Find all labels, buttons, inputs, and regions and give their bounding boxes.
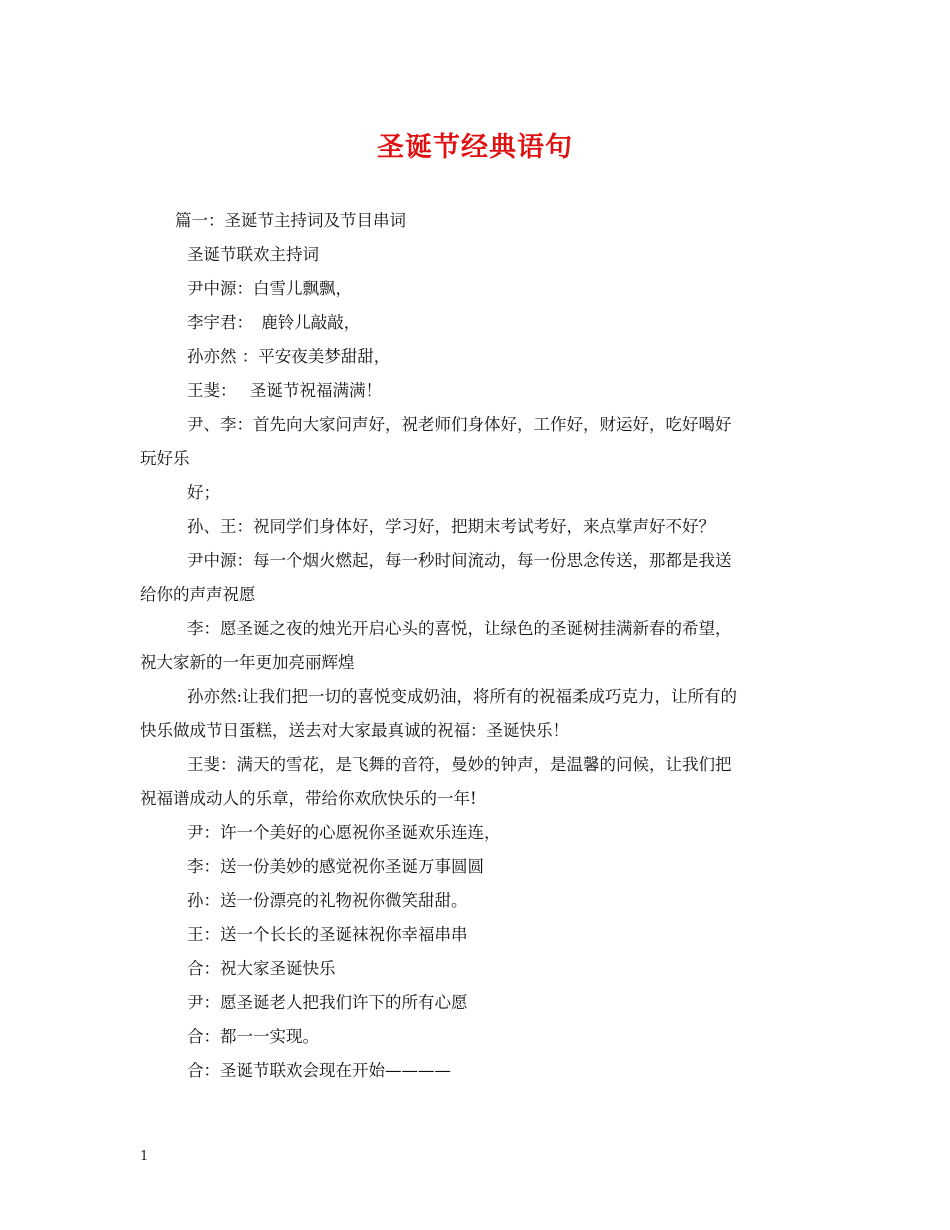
paragraph-line: 李宇君： 鹿铃儿敲敲， [187, 313, 361, 332]
paragraph-line: 好； [187, 483, 220, 502]
paragraph-line: 祝福谱成动人的乐章，带给你欢欣快乐的一年! [140, 789, 477, 808]
paragraph-line: 合：都一一实现。 [187, 1027, 319, 1046]
paragraph-line: 尹：愿圣诞老人把我们许下的所有心愿 [187, 993, 468, 1012]
paragraph-line: 孙：送一份漂亮的礼物祝你微笑甜甜。 [187, 891, 468, 910]
paragraph-line: 王斐： 圣诞节祝福满满！ [187, 381, 382, 400]
paragraph-line: 快乐做成节日蛋糕，送去对大家最真诚的祝福：圣诞快乐！ [140, 721, 569, 740]
paragraph-line: 孙亦然:让我们把一切的喜悦变成奶油，将所有的祝福柔成巧克力，让所有的 [187, 687, 738, 706]
paragraph-line: 孙、王：祝同学们身体好，学习好，把期末考试考好，来点掌声好不好？ [187, 517, 715, 536]
paragraph-line: 孙亦然 ：平安夜美梦甜甜， [187, 347, 391, 366]
paragraph-line: 李：愿圣诞之夜的烛光开启心头的喜悦，让绿色的圣诞树挂满新春的希望， [187, 619, 732, 638]
paragraph-line: 篇一：圣诞节主持词及节目串词 [175, 211, 406, 230]
paragraph-line: 圣诞节联欢主持词 [187, 245, 319, 264]
paragraph-line: 合：祝大家圣诞快乐 [187, 959, 336, 978]
paragraph-line: 尹中源：白雪儿飘飘， [187, 279, 352, 298]
paragraph-line: 尹：许一个美好的心愿祝你圣诞欢乐连连， [187, 823, 501, 842]
paragraph-line: 尹、李：首先向大家问声好，祝老师们身体好，工作好，财运好，吃好喝好 [187, 415, 732, 434]
document-title: 圣诞节经典语句 [377, 132, 573, 163]
document-body [140, 206, 812, 1090]
paragraph-line: 给你的声声祝愿 [140, 585, 256, 604]
paragraph-line: 尹中源：每一个烟火燃起，每一秒时间流动，每一份思念传送，那都是我送 [187, 551, 732, 570]
paragraph-line: 王斐：满天的雪花，是飞舞的音符，曼妙的钟声，是温馨的问候，让我们把 [187, 755, 732, 774]
paragraph-line: 合：圣诞节联欢会现在开始———— [187, 1061, 451, 1080]
paragraph-line: 王：送一个长长的圣诞袜祝你幸福串串 [187, 925, 468, 944]
paragraph-line: 李：送一份美妙的感觉祝你圣诞万事圆圆 [187, 857, 484, 876]
paragraph-line: 玩好乐 [140, 449, 190, 468]
page-number: 1 [140, 1149, 149, 1164]
paragraph-line: 祝大家新的一年更加亮丽辉煌 [140, 653, 355, 672]
